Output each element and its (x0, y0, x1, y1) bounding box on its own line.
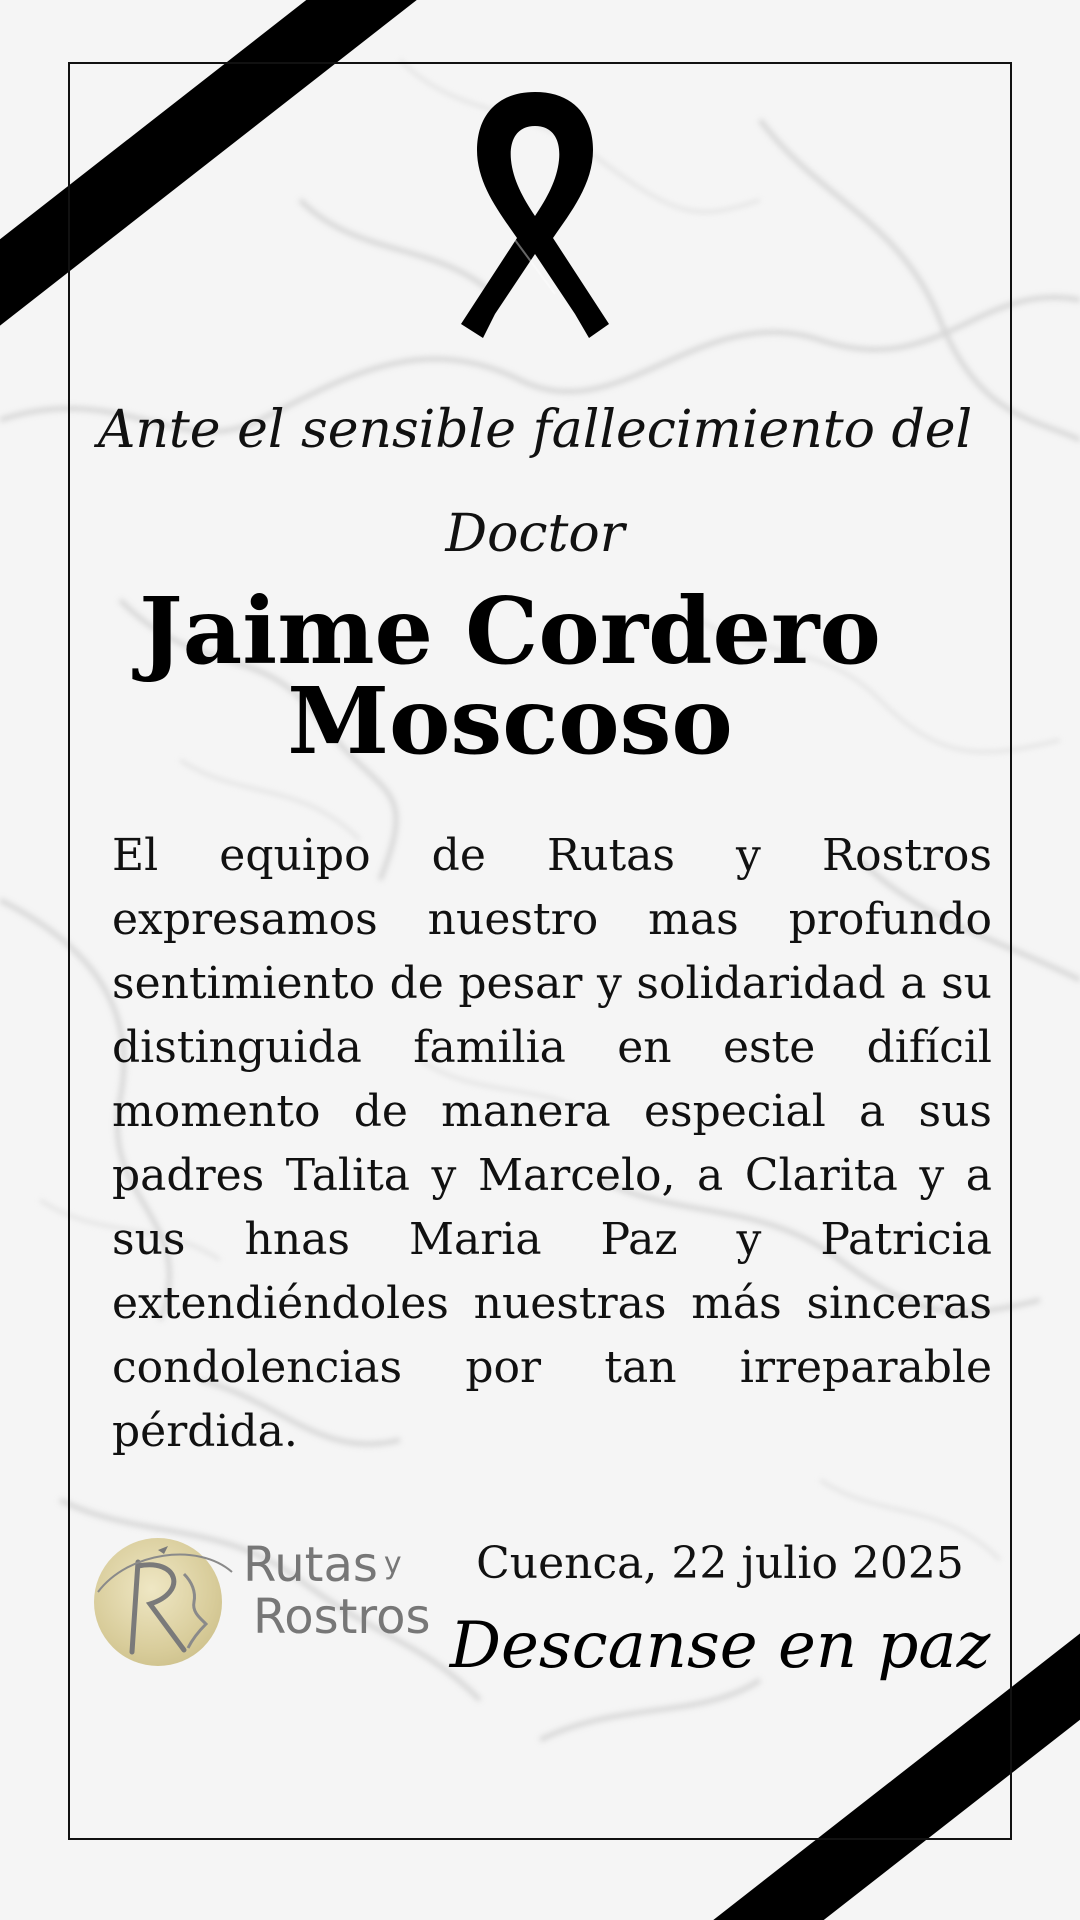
logo-line-1: Rutas (243, 1537, 378, 1593)
name-line-2: Moscoso (287, 667, 733, 775)
rutas-y-rostros-logo (88, 1532, 448, 1667)
logo-wordmark (243, 1538, 430, 1643)
honorific-title: Doctor (445, 504, 625, 564)
rutas-y-rostros-logo-icon (88, 1532, 238, 1672)
logo-line-2: Rostros (253, 1589, 431, 1645)
name-line-1: Jaime Cordero (139, 577, 881, 685)
mourning-ribbon-icon (455, 88, 615, 348)
place-date: Cuenca, 22 julio 2025 (476, 1538, 964, 1589)
logo-connector: y (383, 1546, 402, 1581)
closing-phrase: Descanse en paz (449, 1609, 991, 1683)
deceased-name (70, 577, 950, 775)
condolence-message: El equipo de Rutas y Rostros expresamos nuestro mas profundo sentimiento de pesar y solidaridad a su distinguida familia en este difícil momento de manera especial a sus padres Talita y Marcelo, a Clarita y a sus hnas Maria Paz y Patricia extendiéndoles nuestras más sinceras condolencias por tan irreparable pérdida. (112, 830, 992, 1457)
intro-line: Ante el sensible fallecimiento del (97, 400, 973, 460)
